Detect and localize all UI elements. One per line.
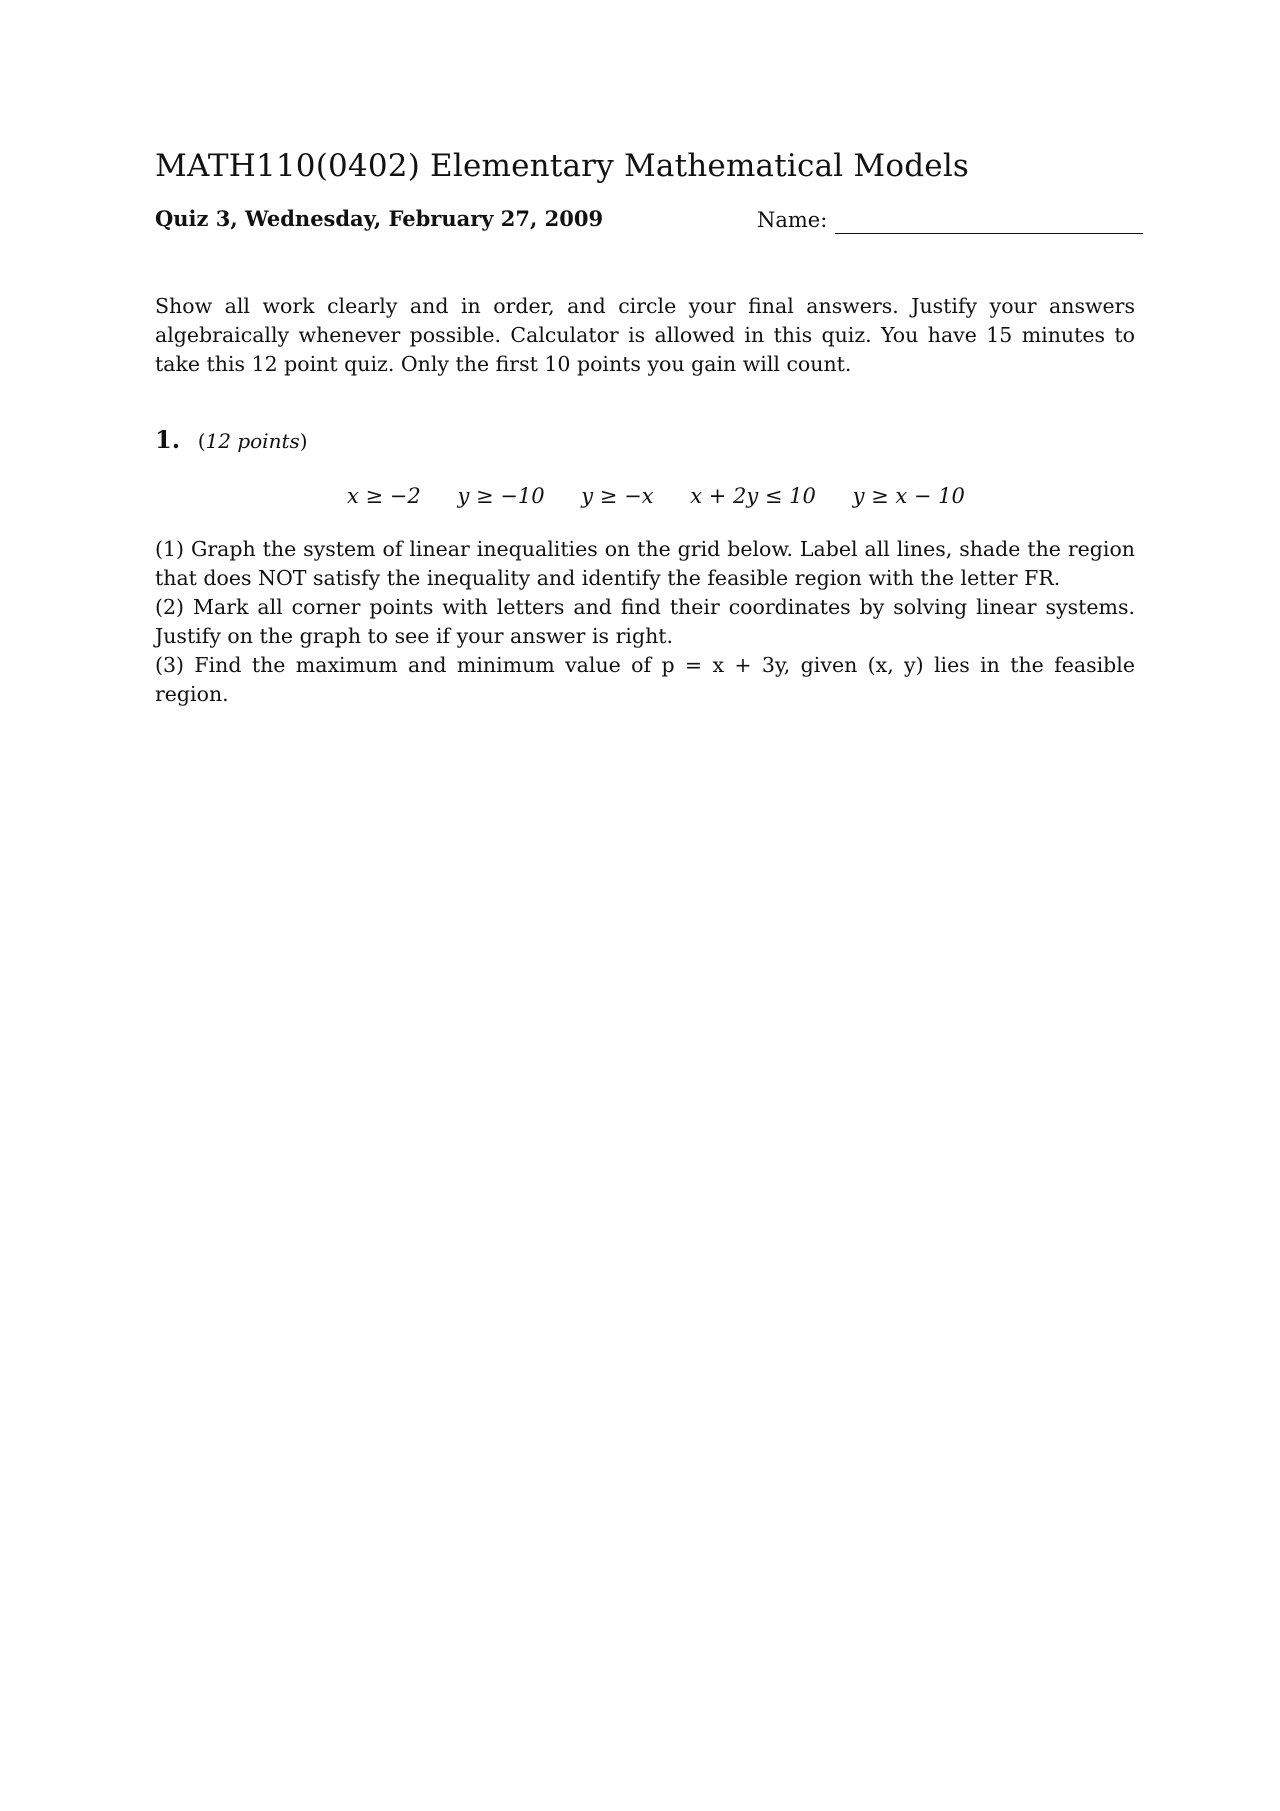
inequality: y ≥ −x — [581, 484, 654, 508]
inequality: y ≥ x − 10 — [852, 484, 965, 508]
task-item: (1) Graph the system of linear inequalities on the grid below. Label all lines, shade the region that does NOT satisfy the inequality and identify the feasible region with the letter FR. — [155, 537, 1135, 590]
task-list — [155, 535, 1135, 709]
course-title: MATH110(0402) Elementary Mathematical Models — [155, 148, 970, 184]
name-label: Name: — [757, 208, 828, 232]
points-open-paren: ( — [197, 429, 206, 453]
problem-number: 1. — [155, 425, 181, 454]
problem-heading — [155, 425, 308, 454]
task-item: (3) Find the maximum and minimum value of p = x + 3y, given (x, y) lies in the feasible region. — [155, 653, 1135, 706]
points-value: 12 points — [205, 429, 300, 453]
inequality: x ≥ −2 — [347, 484, 421, 508]
instructions: Show all work clearly and in order, and circle your final answers. Justify your answers algebraically whenever possible. Calculator is allowed in this quiz. You have 15 minutes to take this 12 point quiz. Only the first 10 points you gain will count. — [155, 294, 1135, 376]
points-close-paren: ) — [299, 429, 308, 453]
quiz-info: Quiz 3, Wednesday, February 27, 2009 — [155, 206, 604, 231]
inequality: x + 2y ≤ 10 — [690, 484, 816, 508]
task-item: (2) Mark all corner points with letters and find their coordinates by solving linear systems. Justify on the graph to see if your answer is right. — [155, 595, 1135, 648]
inequality-system — [347, 484, 965, 508]
name-blank-line — [835, 233, 1143, 234]
problem-points — [198, 429, 308, 453]
inequality: y ≥ −10 — [457, 484, 545, 508]
